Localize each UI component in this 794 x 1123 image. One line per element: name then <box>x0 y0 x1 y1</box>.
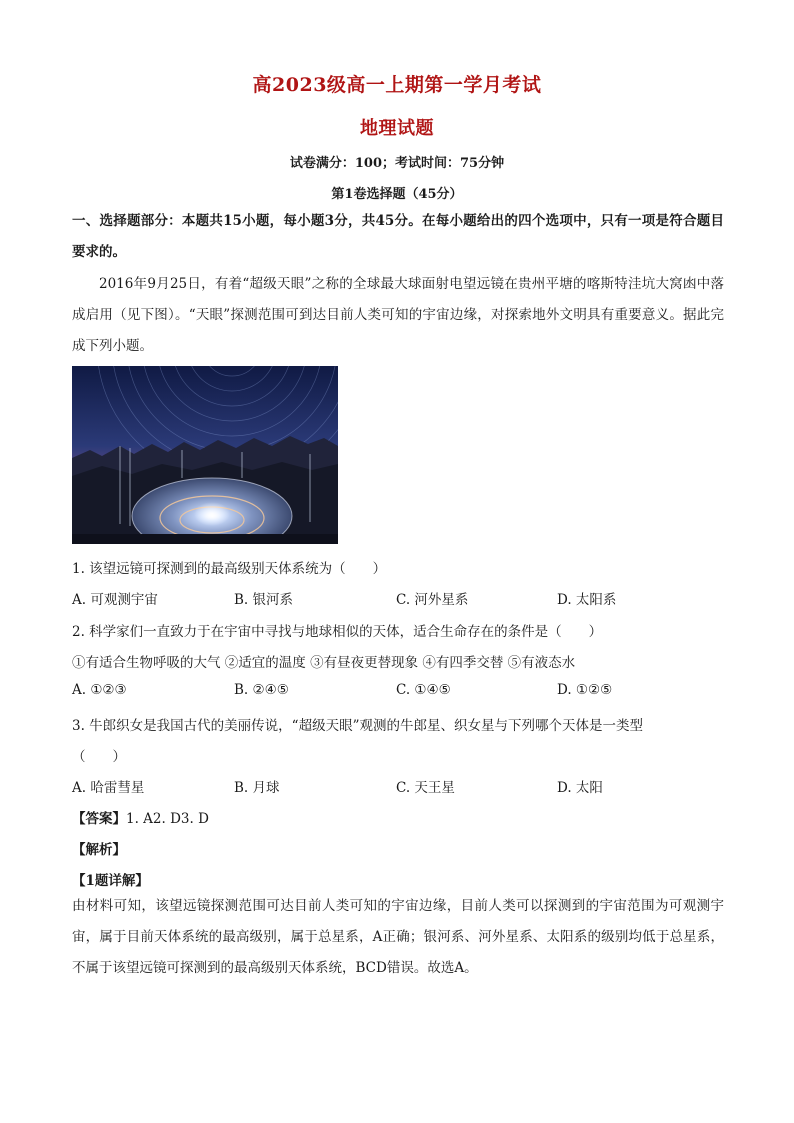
answer-text: 1. A2. D3. D <box>126 811 209 827</box>
question-1-detail-tag: 【1题详解】 <box>72 873 149 889</box>
answer-line <box>72 807 209 827</box>
question-1-option-c: C. 河外星系 <box>396 592 469 608</box>
exam-info: 试卷满分：100；考试时间：75分钟 <box>289 156 505 171</box>
question-2-option-c: C. ①④⑤ <box>396 682 451 698</box>
question-2-option-d: D. ①②⑤ <box>557 682 613 698</box>
section-instructions: 一、选择题部分：本题共15小题，每小题3分，共45分。在每小题给出的四个选项中，只有一项是符合题目要求的。 <box>72 213 724 260</box>
telescope-photo <box>72 366 338 544</box>
question-3-stem: 3. 牛郎织女是我国古代的美丽传说，“超级天眼”观测的牛郎星、织女星与下列哪个天体是一类型 <box>72 718 643 734</box>
question-1-option-a: A. 可观测宇宙 <box>72 592 158 608</box>
question-3-option-d: D. 太阳 <box>557 780 603 796</box>
answer-tag: 【答案】 <box>72 811 126 827</box>
question-2-stem: 2. 科学家们一直致力于在宇宙中寻找与地球相似的天体，适合生命存在的条件是（ ） <box>72 624 603 640</box>
question-1-option-b: B. 银河系 <box>234 592 294 608</box>
question-1-stem: 1. 该望远镜可探测到的最高级别天体系统为（ ） <box>72 561 387 577</box>
material-paragraph: 2016年9月25日，有着“超级天眼”之称的全球最大球面射电望远镜在贵州平塘的喀斯特洼坑大窝凼中落成启用（见下图）。“天眼”探测范围可到达目前人类可知的宇宙边缘，对探索地外文明具有重要意义。据此完成下列小题。 <box>72 276 724 354</box>
question-1-explanation: 由材料可知，该望远镜探测范围可达目前人类可知的宇宙边缘，目前人类可以探测到的宇宙范围为可观测宇宙，属于目前天体系统的最高级别，属于总星系，A正确；银河系、河外星系、太阳系的级别均低于总星系，不属于该望远镜可探测到的最高级别天体系统，BCD错误。故选A。 <box>72 898 724 976</box>
question-1-option-d: D. 太阳系 <box>557 592 617 608</box>
question-2-option-b: B. ②④⑤ <box>234 682 289 698</box>
question-3-option-a: A. 哈雷彗星 <box>72 780 145 796</box>
exam-title: 高2023级高一上期第一学月考试 <box>252 74 542 96</box>
analysis-tag: 【解析】 <box>72 842 126 858</box>
question-2-option-a: A. ①②③ <box>72 682 127 698</box>
question-3-option-b: B. 月球 <box>234 780 280 796</box>
exam-subject: 地理试题 <box>360 118 434 139</box>
section-heading: 第1卷选择题（45分） <box>331 187 463 202</box>
question-3-stem-bracket: （ ） <box>72 749 126 765</box>
question-2-conditions: ①有适合生物呼吸的大气 ②适宜的温度 ③有昼夜更替现象 ④有四季交替 ⑤有液态水 <box>72 655 576 671</box>
question-3-option-c: C. 天王星 <box>396 780 455 796</box>
